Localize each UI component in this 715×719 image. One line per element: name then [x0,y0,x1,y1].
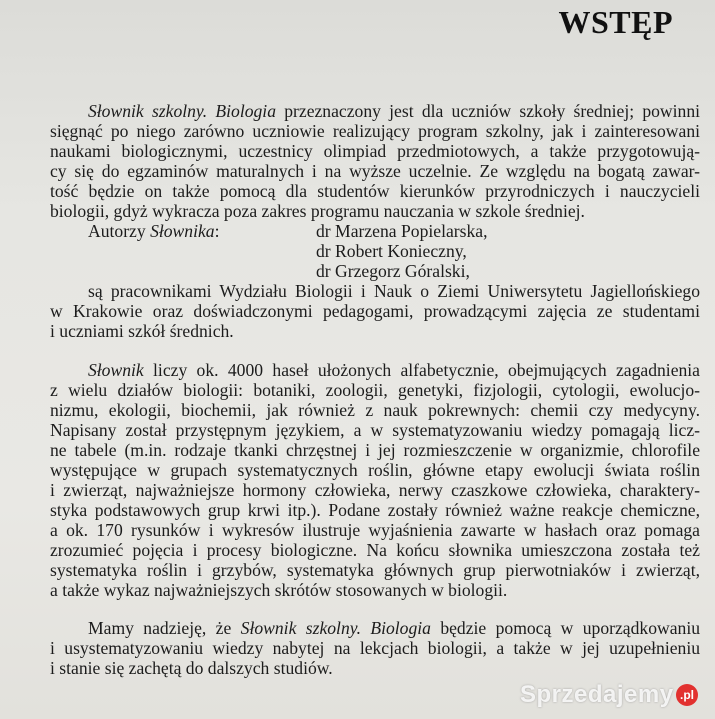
text-segment: cy się do egzaminów maturalnych i na wyższe uczelnie. Ze względu na bogatą zawar- [50,161,700,181]
text-segment: sięgnąć po niego zarówno uczniowie realizujący program szkolny, jak i zainteresowani [50,121,700,141]
text-segment: naukami biologicznymi, uczestnicy olimpiad przedmiotowych, a także przygotowują- [50,141,700,161]
text-line [50,460,700,480]
text-line [50,580,700,600]
text-segment: : [214,221,220,241]
text-segment: ne tabele (m.in. rodzaje tkanki chrzęstnej i jej rozmieszczenie w organizmie, chlorofile [50,439,700,460]
italic-text: Słownika [150,221,215,241]
text-segment: występujące w grupach systematycznych roślin, główne etapy ewolucji świata roślin [50,459,700,480]
text-line [88,281,700,301]
italic-text: Słownik [88,359,144,380]
text-segment: styka podstawowych grup krwi itp.). Podane zostały również ważne reakcje chemiczne, [50,499,700,520]
text-segment: tość będzie on także pomocą dla studentów kierunków przyrodniczych i nauczycieli [50,181,700,201]
text-line [50,520,700,540]
text-line [50,658,700,678]
text-line [50,420,700,440]
italic-text: Słownik szkolny. Biologia [240,618,431,638]
italic-text: Słownik szkolny. Biologia [88,101,276,121]
text-segment: i zwierząt, najważniejsze hormony człowieka, nerwy czaszkowe człowieka, charaktery- [50,479,700,500]
text-segment: a ok. 170 rysunków i wykresów ilustruje wyjaśnienia zawarte w hasłach oraz pomaga [50,519,700,540]
text-line [50,380,700,400]
text-line [50,560,700,580]
text-segment: są pracownikami Wydziału Biologii i Nauk o Ziemi Uniwersytetu Jagiellońskiego [88,281,700,301]
text-line [50,500,700,520]
text-segment: z wielu działów biologii: botaniki, zoologii, genetyki, fizjologii, cytologii, ewolucjo- [50,379,700,400]
author-name: dr Robert Konieczny, [316,241,467,261]
text-line [50,638,700,658]
text-segment: zrozumieć pojęcia i procesy biologiczne. Na końcu słownika umieszczona została też [50,539,700,560]
text-line [50,400,700,420]
text-line [50,121,700,141]
text-segment: nizmu, ekologii, biochemii, jak również z nauk pokrewnych: chemii czy medycyny. [50,399,700,420]
text-line [88,618,700,638]
text-segment: i usystematyzowaniu wiedzy nabytej na lekcjach biologii, a także w jej uzupełnieniu [50,638,700,658]
text-segment: i uczniami szkół średnich. [50,321,234,341]
text-segment: systematyka roślin i grzybów, systematyka głównych grup pierwotniaków i zwierząt, [50,559,700,580]
text-line [50,480,700,500]
text-segment: w Krakowie oraz doświadczonymi pedagogami, prowadzącymi zajęcia ze studentami [50,301,700,321]
text-segment: a także wykaz najważniejszych skrótów stosowanych w biologii. [50,579,508,600]
text-segment: i stanie się zachętą do dalszych studiów. [50,658,333,678]
text-line [88,360,700,380]
text-line [50,321,700,341]
text-segment: liczy ok. 4000 haseł ułożonych alfabetycznie, obejmujących zagadnienia [143,359,700,380]
text-segment: Mamy nadzieję, że [88,618,241,638]
watermark-logo: Sprzedajemy [520,681,674,708]
text-line [50,201,700,221]
text-line [50,301,700,321]
text-line [88,101,700,121]
text-line [50,540,700,560]
author-name: dr Marzena Popielarska, [316,221,488,241]
text-line [50,440,700,460]
watermark-badge: .pl [676,684,698,706]
text-segment: przeznaczony jest dla uczniów szkoły średniej; powinni [276,101,700,121]
text-segment: biologii, gdyż wykracza poza zakres programu nauczania w szkole średniej. [50,201,585,221]
text-line [50,161,700,181]
text-segment: będzie pomocą w uporządkowaniu [430,618,700,638]
text-segment: Autorzy [88,221,151,241]
text-segment: Napisany został przystępnym językiem, a w systematyzowaniu wiedzy pomagają licz- [50,419,700,440]
text-line [50,181,700,201]
author-name: dr Grzegorz Góralski, [316,261,470,281]
text-line [50,141,700,161]
page-title: WSTĘP [558,4,673,40]
